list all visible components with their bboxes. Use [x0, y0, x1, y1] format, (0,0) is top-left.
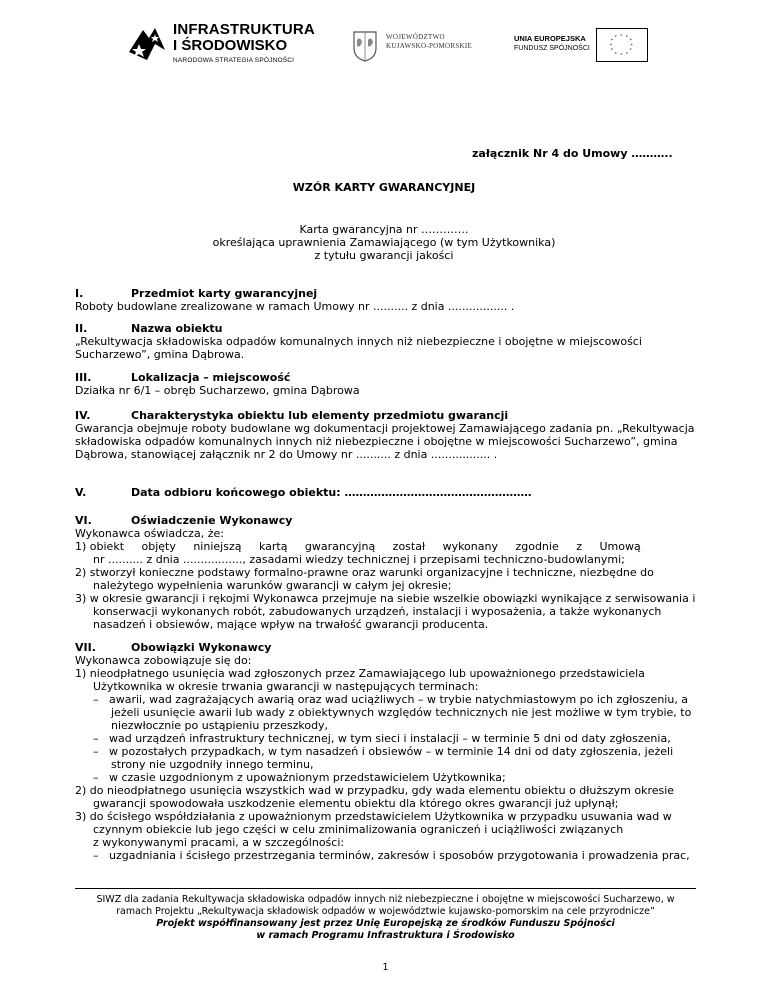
section-7-number: VII.	[75, 641, 96, 654]
svg-text:*: *	[610, 39, 614, 45]
section-1-number: I.	[75, 287, 84, 300]
attachment-label: załącznik Nr 4 do Umowy ………..	[472, 147, 673, 160]
section-4-text-line3: Dąbrowa, stanowiącej załącznik nr 2 do Umowy nr .......... z dnia ................. .	[75, 448, 498, 461]
svg-text:*: *	[609, 43, 613, 49]
card-subtitle: z tytułu gwarancji jakości	[314, 249, 454, 262]
kujawsko-pomorskie-logo	[352, 30, 502, 70]
section-7-item-2-line1: 2) do nieodpłatnego usunięcia wszystkich wad w przypadku, gdy wada elementu obiektu o dłuższym okresie	[75, 784, 675, 797]
section-7-item-2-line2: gwarancji spowodowała uszkodzenie elementu obiektu dla którego okres gwarancji już upłynął;	[93, 797, 619, 810]
section-7-item-3-line1: 3) do ścisłego współdziałania z upoważnionym przedstawicielem Użytkownika w przypadku usuwania wad w	[75, 810, 672, 823]
section-4-number: IV.	[75, 409, 91, 422]
section-1-title: Przedmiot karty gwarancyjnej	[131, 287, 318, 300]
section-7-intro: Wykonawca zobowiązuje się do:	[75, 654, 252, 667]
section-6-title: Oświadczenie Wykonawcy	[131, 514, 293, 527]
svg-text:*: *	[620, 53, 623, 59]
section-2-text-line2: Sucharzewo”, gmina Dąbrowa.	[75, 348, 245, 361]
section-4-title: Charakterystyka obiektu lub elementy przedmiotu gwarancji	[131, 409, 509, 422]
section-6-item-3-line1: 3) w okresie gwarancji i rękojmi Wykonawca przejmuje na siebie wszelkie obowiązki wynikające z serwisowania i	[75, 592, 696, 605]
infra-subtitle: NARODOWA STRATEGIA SPÓJNOŚCI	[173, 57, 295, 64]
coat-of-arms-icon	[352, 30, 378, 62]
section-6-item-1-line2: nr .......... z dnia ................., zasadami wiedzy technicznej i przepisami techniczno-budowlanymi;	[93, 553, 625, 566]
section-3-title: Lokalizacja – miejscowość	[131, 371, 291, 384]
footer-line2: ramach Projektu „Rekultywacja składowisk odpadów w województwie kujawsko-pomorskim na cele przyrodnicze”	[116, 906, 655, 917]
section-6-intro: Wykonawca oświadcza, że:	[75, 527, 224, 540]
section-2-text-line1: „Rekultywacja składowiska odpadów komunalnych innych niż niebezpieczne i obojętne w miejscowości	[75, 335, 642, 348]
section-6-item-1-line1: 1) obiekt objęty niniejszą kartą gwarancyjną został wykonany zgodnie z Umową	[75, 540, 641, 553]
section-7-item-1-line1: 1) nieodpłatnego usunięcia wad zgłoszonych przez Zamawiającego lub upoważnionego przedstawiciela	[75, 667, 645, 680]
eu-logo	[514, 28, 654, 68]
infrastruktura-emblem-icon	[125, 22, 169, 66]
section-4-text-line2: składowiska odpadów komunalnych innych niż niebezpieczne i obojętne w miejscowości Sucharzewo”, gmina	[75, 435, 678, 448]
section-7-dash-3-line1: – w pozostałych przypadkach, w tym nasadzeń i obsiewów – w terminie 14 dni od daty zgłoszenia, jeżeli	[93, 745, 674, 758]
svg-text:*: *	[629, 39, 632, 45]
section-1-text: Roboty budowlane zrealizowane w ramach Umowy nr .......... z dnia ................. .	[75, 300, 515, 313]
section-7-dash-3-line2: strony nie uzgodniły innego terminu,	[111, 758, 314, 771]
page-number: 1	[382, 962, 389, 973]
section-5-number: V.	[75, 486, 87, 499]
eu-line2: FUNDUSZ SPÓJNOŚCI	[514, 45, 590, 52]
section-6-number: VI.	[75, 514, 92, 527]
section-2-number: II.	[75, 322, 88, 335]
section-7-dash-1-line3: niezwłocznie po ustąpieniu przeszkody,	[111, 719, 329, 732]
section-7-dash-2: – wad urządzeń infrastruktury technicznej, w tym sieci i instalacji – w terminie 5 dni od daty zgłoszenia,	[93, 732, 671, 745]
section-6-item-3-line2: konserwacji wykonanych robót, zabudowanych urządzeń, instalacji i wyposażenia, a także wykonanych	[93, 605, 662, 618]
section-7-dash-5: – uzgadniania i ścisłego przestrzegania terminów, zakresów i sposobów przygotowania i prowadzenia prac,	[93, 849, 690, 862]
kuj-line2: KUJAWSKO-POMORSKIE	[386, 42, 473, 50]
footer-line3: Projekt współfinansowany jest przez Unię Europejską ze środków Funduszu Spójności	[156, 918, 615, 929]
footer-line1: SIWZ dla zadania Rekultywacja składowiska odpadów innych niż niebezpieczne i obojętne w miejscowości Sucharzewo, w	[96, 894, 675, 905]
section-7-dash-1-line1: – awarii, wad zagrażających awarią oraz wad uciążliwych – w trybie natychmiastowym po ich zgłoszeniu, a	[93, 693, 689, 706]
section-3-text: Działka nr 6/1 – obręb Sucharzewo, gmina Dąbrowa	[75, 384, 360, 397]
card-description: określająca uprawnienia Zamawiającego (w tym Użytkownika)	[212, 236, 556, 249]
infra-title-line1: INFRASTRUKTURA	[173, 21, 315, 38]
section-5-title: Data odbioru końcowego obiektu: ……………………………………………	[131, 486, 532, 499]
footer-divider	[75, 888, 696, 889]
kuj-line1: WOJEWÓDZTWO	[386, 33, 445, 41]
section-7-title: Obowiązki Wykonawcy	[131, 641, 272, 654]
card-number: Karta gwarancyjna nr ………….	[299, 223, 469, 236]
section-2-title: Nazwa obiektu	[131, 322, 223, 335]
section-7-item-3-line2: czynnym obiekcie lub jego części w celu zminimalizowania ograniczeń i uciążliwości związanych	[93, 823, 624, 836]
svg-text:*: *	[614, 52, 617, 58]
section-6-item-2-line1: 2) stworzył konieczne podstawy formalno-prawne oraz warunki organizacyjne i techniczne, niezbędne do	[75, 566, 654, 579]
svg-text:*: *	[625, 35, 629, 41]
eu-flag-icon	[596, 28, 648, 62]
section-4-text-line1: Gwarancja obejmuje roboty budowlane wg dokumentacji projektowej Zamawiającego zadania pn. „Rekultywacja	[75, 422, 695, 435]
section-7-item-1-line2: Użytkownika w okresie trwania gwarancji w następujących terminach:	[93, 680, 479, 693]
footer-line4: w ramach Programu Infrastruktura i Środowisko	[256, 930, 515, 941]
section-7-item-3-line3: z wykonywanymi pracami, a w szczególności:	[93, 836, 345, 849]
infra-title-line2: I ŚRODOWISKO	[173, 37, 288, 54]
svg-text:*: *	[630, 43, 633, 49]
section-6-item-3-line3: nasadzeń i obsiewów, mające wpływ na trwałość gwarancji producenta.	[93, 618, 489, 631]
infrastruktura-logo	[125, 20, 325, 76]
svg-text:*: *	[614, 35, 617, 41]
svg-text:*: *	[629, 48, 632, 54]
svg-text:*: *	[625, 52, 629, 58]
svg-text:*: *	[610, 48, 614, 54]
svg-text:*: *	[620, 34, 623, 40]
section-7-dash-1-line2: jeżeli usunięcie awarii lub wady z obiektywnych względów technicznych nie jest możliwe w tym trybie, to	[111, 706, 692, 719]
eu-line1: UNIA EUROPEJSKA	[514, 34, 586, 43]
document-title: WZÓR KARTY GWARANCYJNEJ	[292, 181, 476, 194]
section-6-item-2-line2: należytego wypełnienia warunków gwarancji w całym jej okresie;	[93, 579, 452, 592]
section-3-number: III.	[75, 371, 92, 384]
section-7-dash-4: – w czasie uzgodnionym z upoważnionym przedstawicielem Użytkownika;	[93, 771, 506, 784]
